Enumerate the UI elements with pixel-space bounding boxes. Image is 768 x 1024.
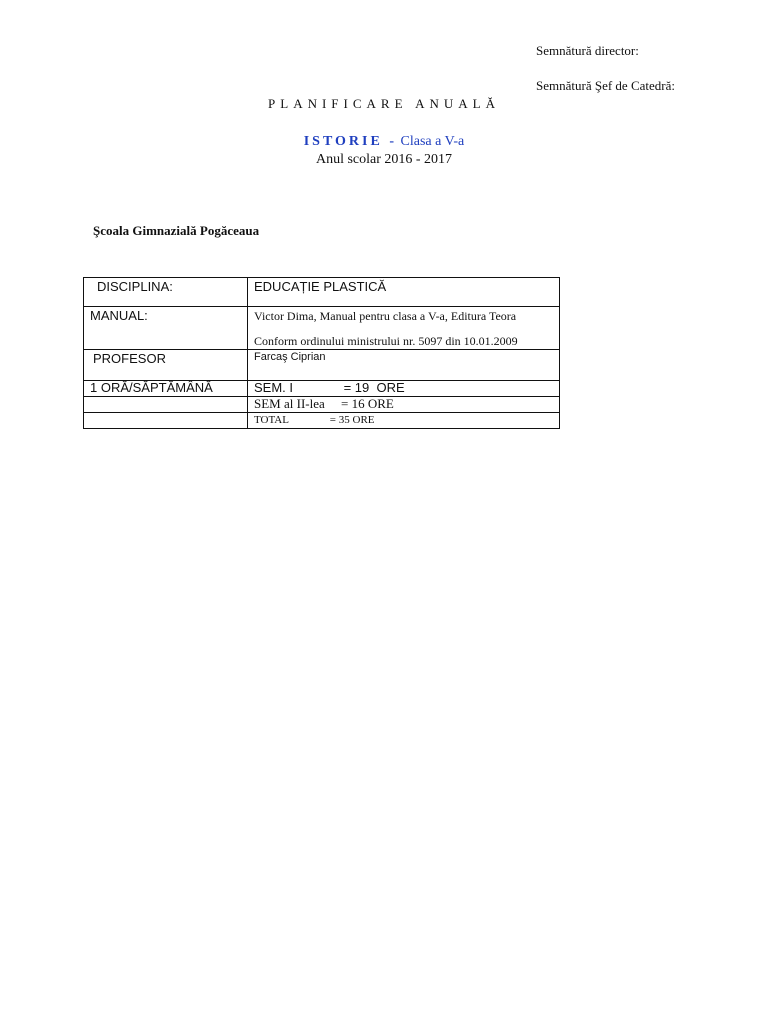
manual-label: MANUAL:	[90, 308, 148, 323]
total-cell	[248, 413, 560, 429]
manual-note: Conform ordinului ministrului nr. 5097 din 10.01.2009	[254, 334, 518, 348]
disciplina-value-cell	[248, 278, 560, 307]
disciplina-label: DISCIPLINA:	[97, 279, 173, 294]
table-row-disciplina	[84, 278, 560, 307]
disciplina-label-cell	[84, 278, 248, 307]
manual-value: Victor Dima, Manual pentru clasa a V-a, Editura Teora	[254, 309, 517, 323]
director-signature-label: Semnătură director:	[536, 43, 639, 58]
table-row-sem2	[84, 397, 560, 413]
sem2-cell	[248, 397, 560, 413]
class-name: Clasa a V-a	[400, 134, 465, 149]
school-year: Anul scolar 2016 - 2017	[315, 152, 453, 167]
school-name: Şcoala Gimnazială Pogăceaua	[93, 223, 260, 238]
empty-cell	[84, 397, 248, 413]
ore-label-cell	[84, 381, 248, 397]
table-row-profesor	[84, 350, 560, 381]
table-row-total	[84, 413, 560, 429]
manual-label-cell	[84, 307, 248, 350]
total-value: TOTAL = 35 ORE	[254, 414, 375, 426]
subject-line	[0, 134, 768, 150]
manual-value-cell	[248, 307, 560, 350]
sef-catedra-signature-label: Semnătură Şef de Catedră:	[536, 78, 675, 93]
sem2-value: SEM al II-lea = 16 ORE	[254, 396, 394, 411]
profesor-label-cell	[84, 350, 248, 381]
table-row-sem1	[84, 381, 560, 397]
profesor-label: PROFESOR	[93, 351, 166, 366]
disciplina-value: EDUCAȚIE PLASTICĂ	[254, 279, 387, 294]
profesor-value-cell	[248, 350, 560, 381]
table-row-manual	[84, 307, 560, 350]
empty-cell	[84, 413, 248, 429]
profesor-value: Farcaş Ciprian	[254, 351, 326, 363]
subject-name: ISTORIE -	[303, 134, 397, 149]
ore-label: 1 ORĂ/SĂPTĂMÂNĂ	[90, 380, 213, 395]
sem1-cell	[248, 381, 560, 397]
sem1-value: SEM. I = 19 ORE	[254, 380, 405, 395]
info-table	[83, 277, 560, 429]
document-title: PLANIFICARE ANUALĂ	[268, 96, 500, 111]
